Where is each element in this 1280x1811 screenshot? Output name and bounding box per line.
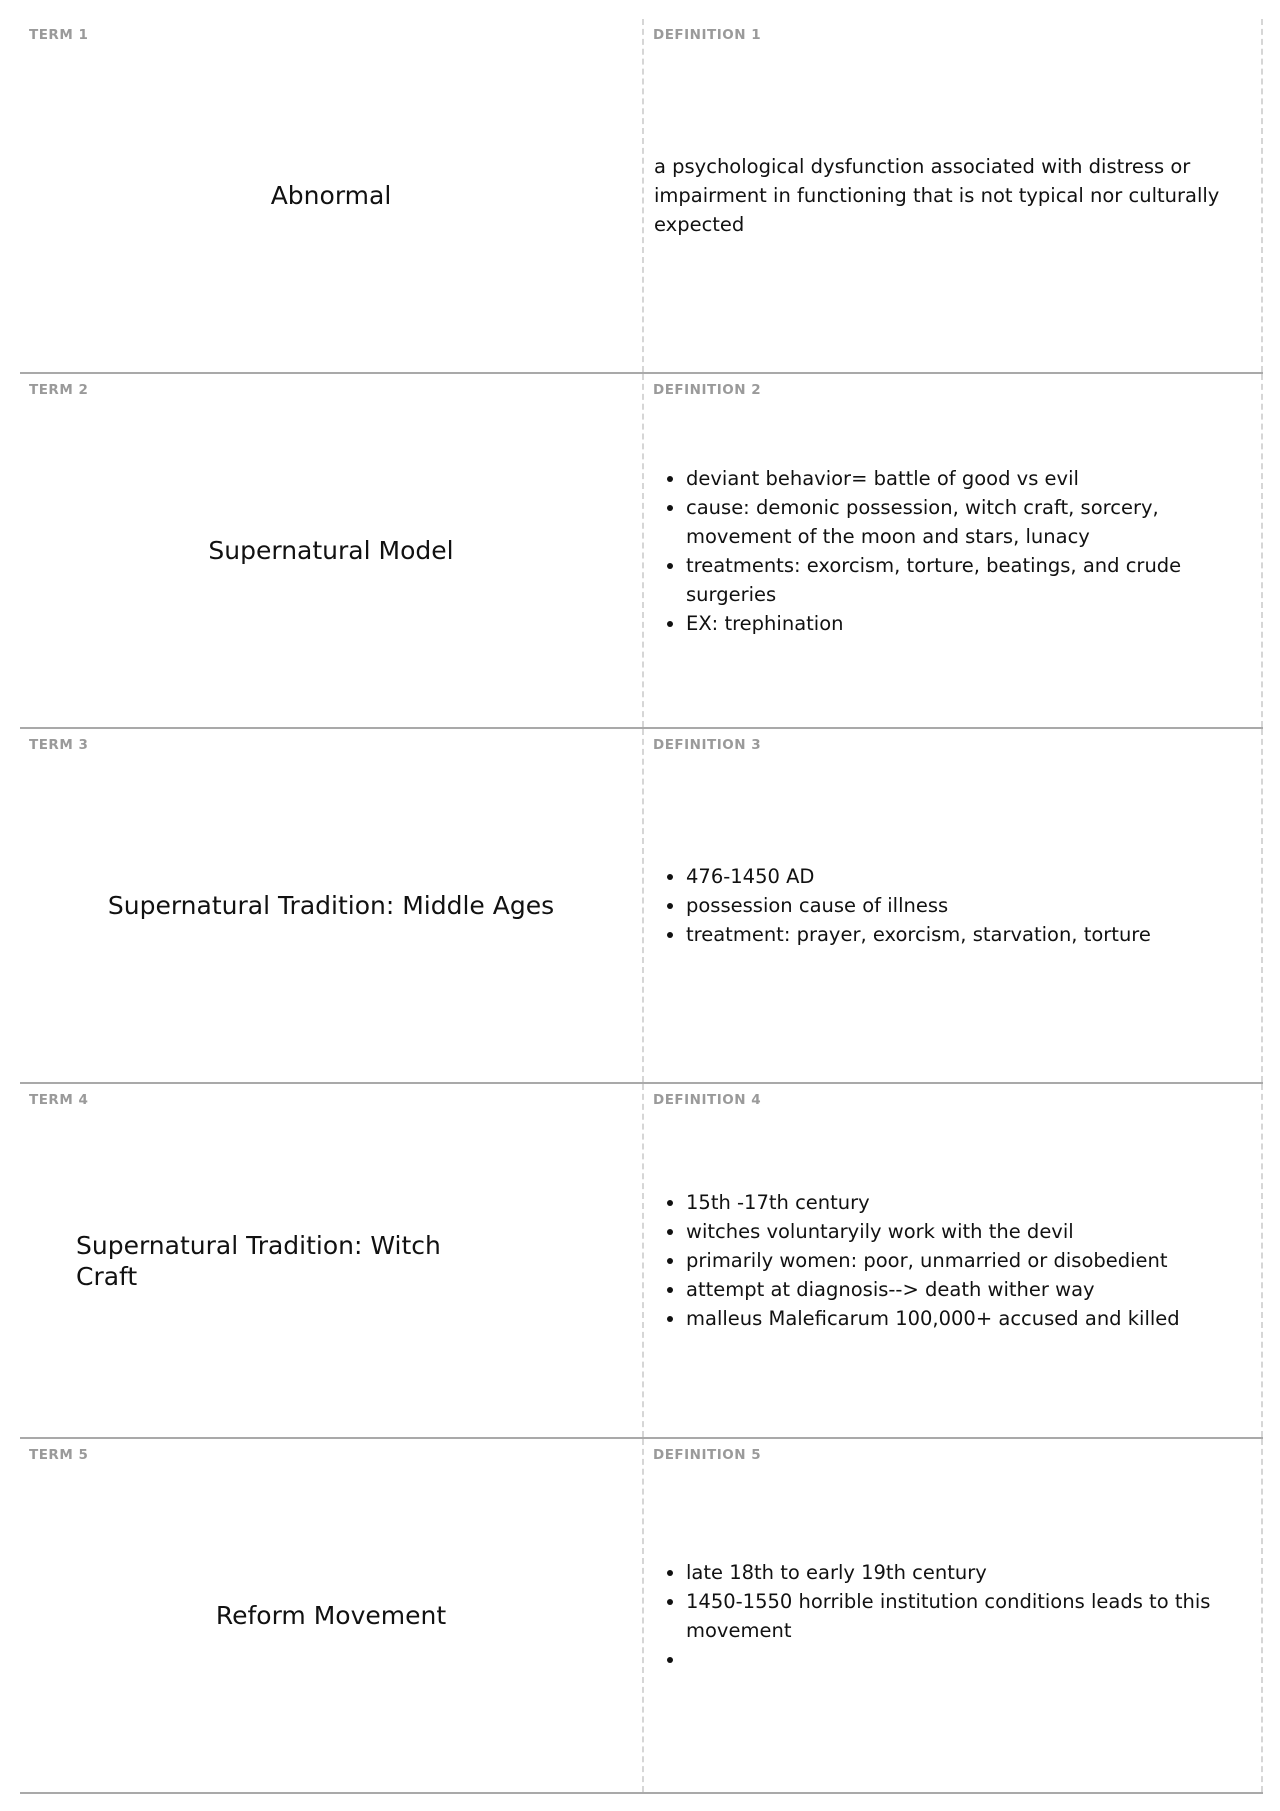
definition-list: [654, 1558, 1247, 1674]
definition-cell: [644, 1439, 1263, 1792]
definition-label: DEFINITION 5: [653, 1447, 762, 1463]
definition-item: • 15th -17th century: [686, 1188, 1180, 1217]
definition-list: [654, 464, 1247, 638]
term-text: Supernatural Model: [208, 536, 454, 565]
definition-label: DEFINITION 1: [653, 27, 762, 43]
flashcard-row: [20, 374, 1263, 729]
definition-item: • possession cause of illness: [686, 891, 1151, 920]
term-label: TERM 4: [29, 1092, 89, 1108]
term-label: TERM 3: [29, 737, 89, 753]
term-text: Reform Movement: [215, 1601, 447, 1630]
term-label: TERM 1: [29, 27, 89, 43]
definition-label: DEFINITION 3: [653, 737, 762, 753]
term-text: Supernatural Tradition: Middle Ages: [107, 891, 555, 920]
flashcard-row: [20, 1084, 1263, 1439]
term-label: TERM 5: [29, 1447, 89, 1463]
definition-item: • late 18th to early 19th century: [686, 1558, 1247, 1587]
term-cell: [20, 1084, 644, 1437]
definition-item: • witches voluntaryily work with the devil: [686, 1217, 1180, 1246]
definition-item: • cause: demonic possession, witch craft, sorcery, movement of the moon and stars, lunacy: [686, 493, 1247, 551]
definition-list: [654, 862, 1151, 949]
term-cell: [20, 19, 644, 372]
definition-item: • EX: trephination: [686, 609, 1247, 638]
term-label: TERM 2: [29, 382, 89, 398]
term-cell: [20, 729, 644, 1082]
definition-label: DEFINITION 4: [653, 1092, 762, 1108]
definition-cell: [644, 19, 1263, 372]
definition-item: • deviant behavior= battle of good vs evil: [686, 464, 1247, 493]
definition-item: • malleus Maleficarum 100,000+ accused and killed: [686, 1304, 1180, 1333]
definition-cell: [644, 374, 1263, 727]
term-text: Supernatural Tradition: Witch Craft: [76, 1230, 441, 1291]
definition-item: • treatments: exorcism, torture, beatings, and crude surgeries: [686, 551, 1247, 609]
definition-cell: [644, 729, 1263, 1082]
definition-item: [686, 1645, 1247, 1674]
definition-list: [654, 1188, 1180, 1333]
term-text: Abnormal: [270, 181, 392, 210]
definition-item: • treatment: prayer, exorcism, starvation, torture: [686, 920, 1151, 949]
flashcard-row: [20, 19, 1263, 374]
flashcard-sheet: [20, 19, 1263, 1794]
definition-item: • 1450-1550 horrible institution conditions leads to this movement: [686, 1587, 1247, 1645]
definition-item: • primarily women: poor, unmarried or disobedient: [686, 1246, 1180, 1275]
definition-label: DEFINITION 2: [653, 382, 762, 398]
flashcard-row: [20, 1439, 1263, 1794]
term-cell: [20, 1439, 644, 1792]
definition-text: a psychological dysfunction associated with distress or impairment in functioning that is not typical nor culturally expected: [654, 155, 1220, 236]
definition-item: • attempt at diagnosis--> death wither way: [686, 1275, 1180, 1304]
definition-cell: [644, 1084, 1263, 1437]
definition-item: • 476-1450 AD: [686, 862, 1151, 891]
term-cell: [20, 374, 644, 727]
flashcard-row: [20, 729, 1263, 1084]
